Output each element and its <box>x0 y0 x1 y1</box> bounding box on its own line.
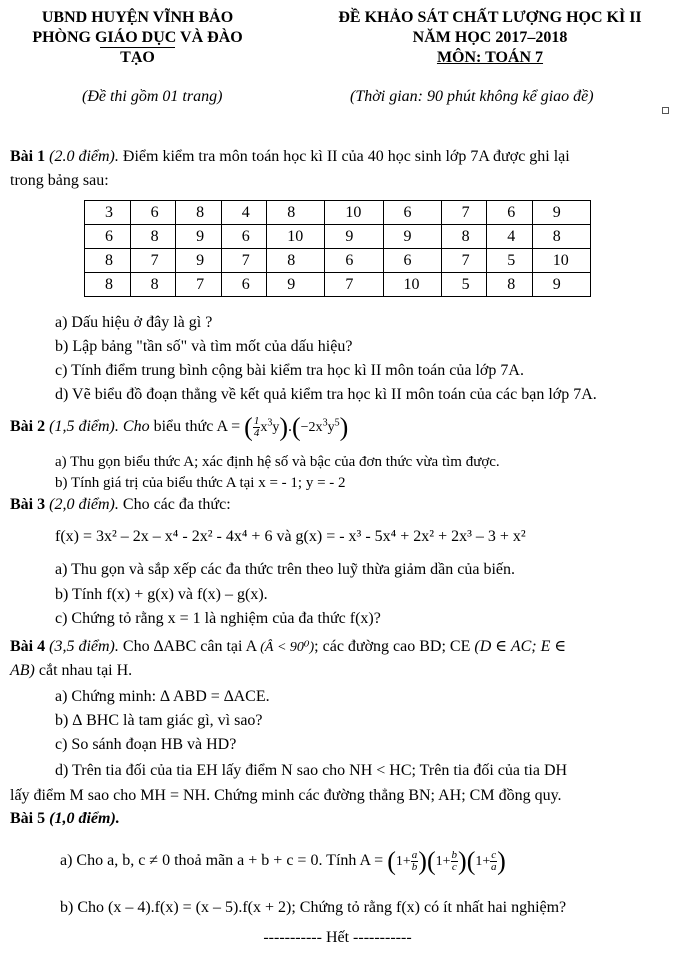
bai4-a: a) Chứng minh: ∆ ABD = ∆ACE. <box>55 688 270 705</box>
bai2-line: Bài 2 (1,5 điểm). Cho biểu thức A = ( $\frac{1}{4}$ $x^3y).(-2x^3y^5)$ <box>10 412 349 442</box>
table-cell: 7 <box>441 201 487 225</box>
table-row <box>85 201 591 225</box>
department-name: PHÒNG GIÁO DỤC VÀ ĐÀO TẠO <box>32 29 243 66</box>
bai4-b: b) ∆ BHC là tam giác gì, vì sao? <box>55 712 263 729</box>
table-row <box>85 225 591 249</box>
bai3-line: Bài 3 (2,0 điểm). Cho các đa thức: <box>10 496 231 513</box>
small-box-icon <box>662 107 669 114</box>
table-cell: 6 <box>487 201 533 225</box>
table-cell: 10 <box>325 201 383 225</box>
bai1-d: d) Vẽ biểu đồ đoạn thẳng về kết quả kiểm tra học kì II môn toán của các bạn lớp 7A. <box>55 386 597 403</box>
bai3-b: b) Tính f(x) + g(x) và f(x) – g(x). <box>55 586 268 603</box>
bai3-polynomials: f(x) = 3x² – 2x – x⁴ - 2x² - 4x⁴ + 6 và g(x) = - x³ - 5x⁴ + 2x² + 2x³ – 3 + x² <box>55 528 526 545</box>
table-cell: 8 <box>487 273 533 297</box>
table-cell: 8 <box>85 249 131 273</box>
table-cell: 8 <box>130 273 176 297</box>
school-district: UBND HUYỆN VĨNH BẢO <box>41 9 234 26</box>
table-cell: 6 <box>85 225 131 249</box>
bai4-line2: AB) cắt nhau tại H. <box>10 662 133 679</box>
score-table <box>84 200 591 297</box>
table-cell: 9 <box>532 273 590 297</box>
table-cell: 7 <box>130 249 176 273</box>
table-cell: 6 <box>221 225 267 249</box>
table-cell: 6 <box>383 201 441 225</box>
bai4-c: c) So sánh đoạn HB và HD? <box>55 736 237 753</box>
bai1-b: b) Lập bảng "tần số" và tìm mốt của dấu hiệu? <box>55 338 353 355</box>
bai5-a: a) Cho a, b, c ≠ 0 thoả mãn a + b + c = 0. Tính A = (1+ $\frac{a}{b}$ )(1+ $\frac{b}{c}$ )(1+ $\frac{c}{a}$ ) <box>60 846 506 876</box>
table-cell: 6 <box>325 249 383 273</box>
bai5-b: b) Cho (x – 4).f(x) = (x – 5).f(x + 2); Chứng tỏ rằng f(x) có ít nhất hai nghiệm? <box>60 899 567 916</box>
table-cell: 7 <box>221 249 267 273</box>
table-cell: 7 <box>325 273 383 297</box>
table-cell: 6 <box>383 249 441 273</box>
table-cell: 4 <box>487 225 533 249</box>
table-cell: 6 <box>221 273 267 297</box>
table-row <box>85 273 591 297</box>
table-cell: 9 <box>383 225 441 249</box>
bai1-line1: Bài 1 (2.0 điểm). Điểm kiểm tra môn toán học kì II của 40 học sinh lớp 7A được ghi lại <box>10 148 570 165</box>
table-cell: 8 <box>85 273 131 297</box>
time-note: (Thời gian: 90 phút không kể giao đề) <box>350 88 594 105</box>
table-cell: 9 <box>176 225 222 249</box>
table-row <box>85 249 591 273</box>
table-cell: 9 <box>325 225 383 249</box>
table-cell: 8 <box>267 201 325 225</box>
bai2-b: b) Tính giá trị của biểu thức A tại x = - 1; y = - 2 <box>55 475 346 491</box>
table-cell: 8 <box>441 225 487 249</box>
table-cell: 9 <box>176 249 222 273</box>
table-cell: 9 <box>532 201 590 225</box>
table-cell: 10 <box>532 249 590 273</box>
table-cell: 10 <box>383 273 441 297</box>
table-cell: 8 <box>532 225 590 249</box>
bai3-c: c) Chứng tỏ rằng x = 1 là nghiệm của đa thức f(x)? <box>55 610 381 627</box>
end-marker: ----------- Hết ----------- <box>263 929 412 946</box>
exam-title: ĐỀ KHẢO SÁT CHẤT LƯỢNG HỌC KÌ II <box>338 9 642 26</box>
table-cell: 4 <box>221 201 267 225</box>
bai4-line1: Bài 4 (3,5 điểm). Cho ∆ABC cân tại A (Â < 90⁰); các đường cao BD; CE (D ∈ AC; E ∈ <box>10 638 567 655</box>
bai1-line2: trong bảng sau: <box>10 172 109 189</box>
table-cell: 9 <box>267 273 325 297</box>
table-cell: 6 <box>130 201 176 225</box>
table-cell: 8 <box>267 249 325 273</box>
bai2-a: a) Thu gọn biểu thức A; xác định hệ số và bậc của đơn thức vừa tìm được. <box>55 454 500 470</box>
table-cell: 8 <box>130 225 176 249</box>
school-year: NĂM HỌC 2017–2018 <box>412 29 568 46</box>
table-cell: 5 <box>441 273 487 297</box>
table-cell: 8 <box>176 201 222 225</box>
bai4-d1: d) Trên tia đối của tia EH lấy điểm N sao cho NH < HC; Trên tia đối của tia DH <box>55 762 568 779</box>
bai5-line: Bài 5 (1,0 điểm). <box>10 810 120 827</box>
table-cell: 3 <box>85 201 131 225</box>
subject: MÔN: TOÁN 7 <box>436 49 544 66</box>
table-cell: 5 <box>487 249 533 273</box>
bai3-a: a) Thu gọn và sắp xếp các đa thức trên theo luỹ thừa giảm dần của biến. <box>55 561 515 578</box>
table-cell: 10 <box>267 225 325 249</box>
bai1-a: a) Dấu hiệu ở đây là gì ? <box>55 314 213 331</box>
bai1-c: c) Tính điểm trung bình cộng bài kiểm tra học kì II môn toán của lớp 7A. <box>55 362 524 379</box>
header-rule <box>100 47 175 48</box>
page-count-note: (Đề thi gồm 01 trang) <box>82 88 223 105</box>
bai4-d2: lấy điểm M sao cho MH = NH. Chứng minh các đường thẳng BN; AH; CM đồng quy. <box>10 787 562 804</box>
table-cell: 7 <box>441 249 487 273</box>
table-cell: 7 <box>176 273 222 297</box>
